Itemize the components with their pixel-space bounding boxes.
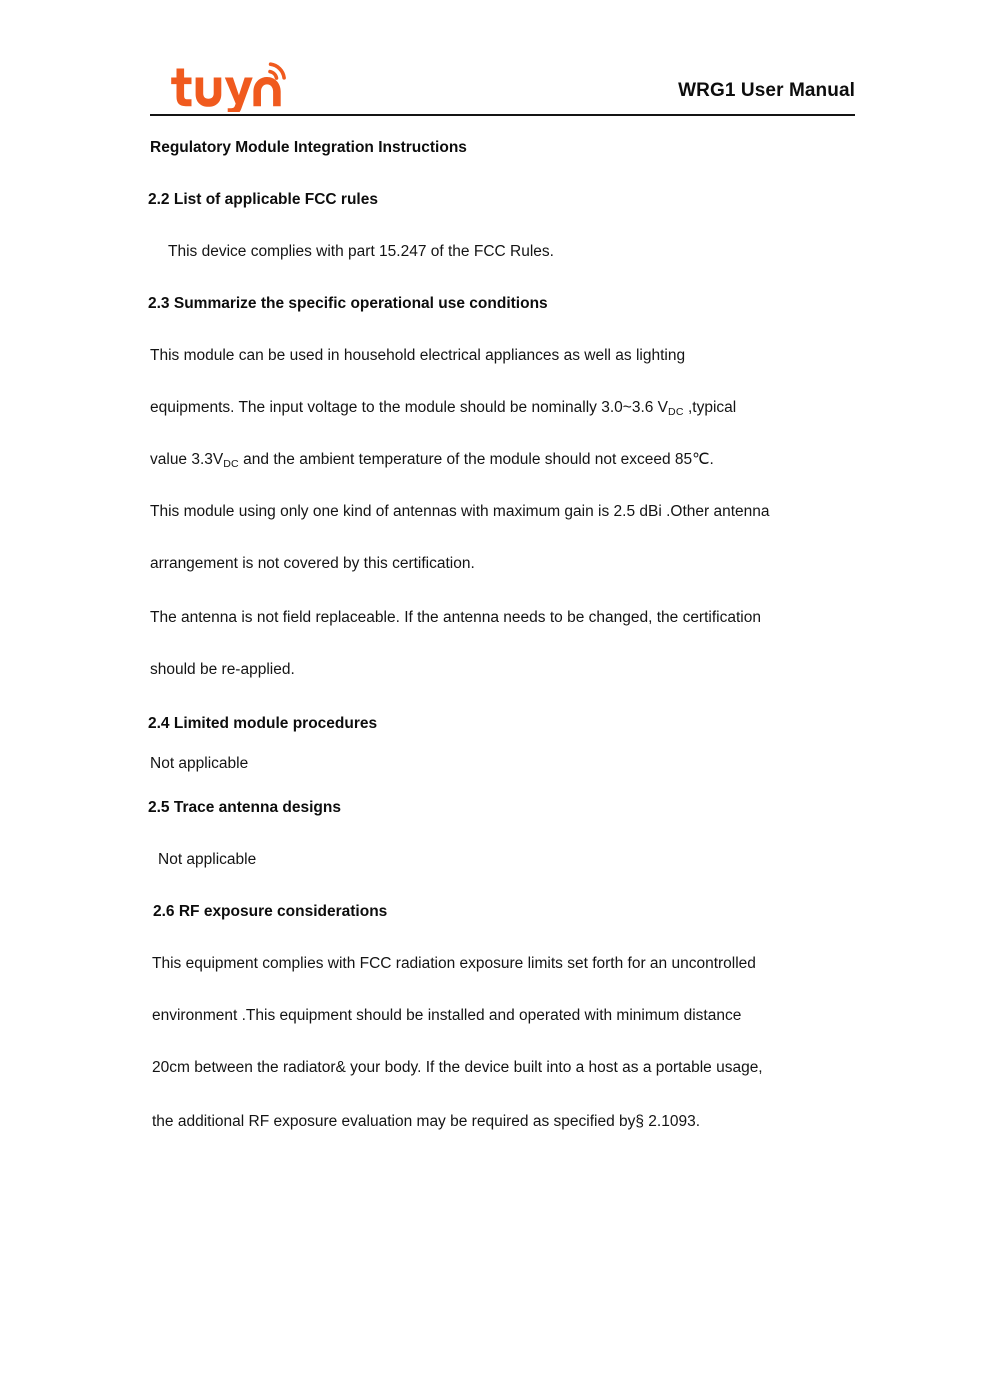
section-2-2-line-1: This device complies with part 15.247 of the FCC Rules. — [168, 243, 554, 260]
document-heading: Regulatory Module Integration Instructions — [150, 139, 467, 156]
section-2-3-line-2 — [150, 398, 736, 420]
section-2-3-line-1: This module can be used in household electrical appliances as well as lighting — [150, 347, 686, 364]
section-2-6-line-4: the additional RF exposure evaluation may be required as specified by§ 2.1093. — [152, 1113, 701, 1130]
section-2-3-line-4: This module using only one kind of antennas with maximum gain is 2.5 dBi .Other antenna — [150, 503, 770, 520]
section-2-3-line-6: The antenna is not field replaceable. If the antenna needs to be changed, the certification — [150, 609, 761, 626]
section-heading-2-4: 2.4 Limited module procedures — [148, 715, 378, 732]
text-run: and the ambient temperature of the module should not exceed 85℃. — [238, 451, 714, 468]
page-title: WRG1 User Manual — [678, 80, 855, 101]
section-2-3-line-3 — [150, 450, 714, 472]
text-run: value 3.3V — [150, 451, 224, 468]
header-divider — [150, 114, 855, 116]
page-header — [150, 58, 855, 120]
section-2-4-line-1: Not applicable — [150, 755, 249, 772]
section-2-3-line-5: arrangement is not covered by this certification. — [150, 555, 475, 572]
section-2-6-line-2: environment .This equipment should be installed and operated with minimum distance — [152, 1007, 742, 1024]
section-2-5-line-1: Not applicable — [158, 851, 257, 868]
text-run: ,typical — [683, 399, 737, 416]
text-run: equipments. The input voltage to the module should be nominally 3.0~3.6 V — [150, 399, 669, 416]
subscript-dc: DC — [668, 405, 684, 418]
section-2-3-line-7: should be re-applied. — [150, 661, 295, 678]
section-heading-2-2: 2.2 List of applicable FCC rules — [148, 191, 378, 208]
section-heading-2-5: 2.5 Trace antenna designs — [148, 799, 341, 816]
tuya-logo-icon — [166, 62, 286, 112]
section-2-6-line-1: This equipment complies with FCC radiation exposure limits set forth for an uncontrolled — [152, 955, 756, 972]
tuya-logo — [166, 62, 286, 112]
section-heading-2-3: 2.3 Summarize the specific operational use conditions — [148, 295, 548, 312]
section-2-6-line-3: 20cm between the radiator& your body. If the device built into a host as a portable usage, — [152, 1059, 763, 1076]
section-heading-2-6: 2.6 RF exposure considerations — [153, 903, 388, 920]
subscript-dc: DC — [223, 457, 239, 470]
